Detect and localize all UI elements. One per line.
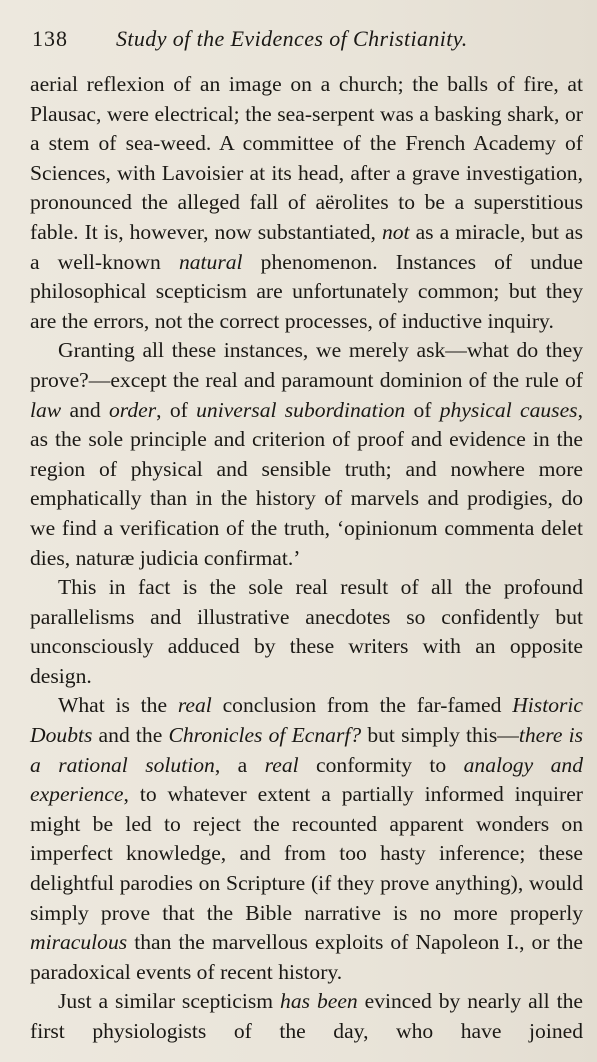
running-title: Study of the Evidences of Christianity. [116, 26, 468, 51]
italic-text-segment: order [108, 397, 157, 422]
italic-text-segment: Chronicles of Ecnarf? [168, 723, 362, 748]
text-segment: Just a similar scepticism [58, 989, 281, 1014]
italic-text-segment: law [30, 397, 62, 422]
paragraph [30, 336, 583, 573]
italic-text-segment: not [381, 219, 410, 244]
text-segment: than the marvellous exploits of Napoleon I., or the paradoxical events of recent history. [30, 930, 583, 984]
italic-text-segment: has been [280, 989, 358, 1014]
text-segment: This in fact is the sole real result of all the profound parallelisms and illustrative anecdotes so confidently but unconsciously adduced by these writers with an opposite design. [30, 575, 583, 688]
text-segment: , a [214, 752, 265, 777]
running-head [30, 24, 583, 64]
text-segment: conformity to [298, 752, 464, 777]
text-segment: phenomenon. Instances of undue philosophical scepticism are unfortunately common; but they are the errors, not the correct processes, of inductive inquiry. [30, 249, 583, 333]
text-segment: evinced by nearly all the first physiologists of the day, who have joined [30, 989, 583, 1043]
text-segment: Granting all these instances, we merely ask—what do they prove?—except the real and paramount dominion of the rule of [30, 338, 583, 392]
italic-text-segment: analogy and experience [30, 752, 583, 807]
text-segment: , as the sole principle and criterion of proof and evidence in the region of physical and sensible truth; and nowhere more emphatically than in the history of marvels and prodigies, do we find a verification of the truth, ‘opinionum commenta delet dies, naturæ judicia confirmat.’ [30, 397, 583, 570]
italic-text-segment: Historic Doubts [30, 693, 583, 748]
text-segment: conclusion from the far-famed [211, 693, 513, 718]
text-segment: What is the [58, 693, 178, 718]
text-segment: , of [156, 397, 197, 422]
text-segment: and [61, 397, 109, 422]
text-segment: as a miracle, but as a well-known [30, 219, 583, 274]
italic-text-segment: physical causes [439, 397, 578, 422]
paragraph [30, 70, 583, 336]
text-segment: of [405, 397, 440, 422]
italic-text-segment: miraculous [30, 930, 128, 955]
paragraph [30, 573, 583, 691]
text-segment: and the [92, 723, 169, 748]
paragraph [30, 987, 583, 1046]
text-segment: but simply this— [361, 723, 519, 748]
italic-text-segment: real [264, 752, 299, 777]
italic-text-segment: universal subordination [196, 397, 406, 422]
italic-text-segment: natural [178, 249, 243, 274]
italic-text-segment: there is a rational solution [30, 723, 584, 777]
page-number: 138 [32, 26, 68, 51]
text-segment: , to whatever extent a partially informed inquirer might be led to reject the recounted apparent wonders on imperfect knowledge, and from too hasty inference; these delightful parodies on Scripture (if they prove anything), would simply prove that the Bible narrative is no more properly [30, 782, 583, 925]
paragraph [30, 691, 583, 987]
body-text [30, 70, 583, 1047]
text-segment: aerial reflexion of an image on a church; the balls of fire, at Plausac, were electrical; the sea-serpent was a basking shark, or a stem of sea-weed. A committee of the French Academy of Sciences, with Lavoisier at its head, after a grave investigation, pronounced the alleged fall of aërolites to be a superstitious fable. It is, however, now substantiated, [30, 72, 583, 244]
italic-text-segment: real [177, 693, 212, 718]
